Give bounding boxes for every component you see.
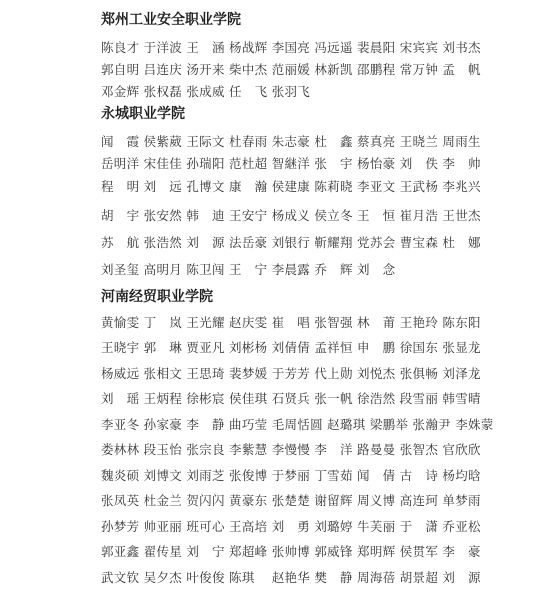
name-row: 魏炎硕 刘博文 刘雨芝 张俊博 于梦丽 丁雪茹 闻 倩 古 诗 杨均晗 <box>101 468 481 483</box>
name-row: 张凤英 杜金兰 贺闪闪 黄豪东 张楚楚 谢留辉 周义博 高连珂 单梦雨 <box>101 493 481 508</box>
name-row: 闻 霞 侯紫葳 王际文 杜春雨 朱志豪 杜 鑫 蔡真亮 王晓兰 周雨生 <box>101 134 481 149</box>
name-row: 黄愉雯 丁 岚 王光耀 赵庆雯 崔 唱 张智强 林 莆 王艳玲 陈东阳 <box>101 315 481 330</box>
name-row: 刘圣玺 高明月 陈卫闯 王 宁 李晨露 乔 辉 刘 念 <box>101 262 396 277</box>
name-row: 苏 航 张浩然 刘 源 法岳豪 刘银行 靳耀翔 党苏会 曹宝森 杜 娜 <box>101 235 481 250</box>
name-row: 杨威远 张相文 王思琦 裴梦媛 于芳芳 代上勋 刘悦杰 张俱畅 刘泽龙 <box>101 366 481 381</box>
name-row: 李亚冬 孙家豪 李 静 曲巧莹 毛周恬圆 赵璐琪 梁鹏举 张瀚尹 李姝蒙 <box>101 417 494 432</box>
name-row: 武文钦 吴夕杰 叶俊俊 陈琪 赵艳华 樊 静 周海蓓 胡景超 刘 源 <box>101 570 481 585</box>
name-row: 邓金辉 张权磊 张成威 任 飞 张羽飞 <box>101 84 311 99</box>
section-title-yongcheng: 永城职业学院 <box>101 106 185 122</box>
name-row: 郭自明 吕连庆 汤开来 柴中杰 范丽媛 林新凯 邵鹏程 常万钟 孟 帆 <box>101 62 481 77</box>
section-title-henan: 河南经贸职业学院 <box>101 289 213 305</box>
name-row: 孙梦芳 帅亚丽 班可心 王高培 刘 勇 刘璐婷 牛芙丽 于 潇 乔亚松 <box>101 519 481 534</box>
name-row: 王晓宇 郭 琳 贾亚凡 刘彬杨 刘倩倩 孟祥恒 申 鹏 徐国东 张显龙 <box>101 340 481 355</box>
name-row: 胡 宇 张安然 韩 迪 王安宁 杨成义 侯立冬 王 恒 崔月浩 王世杰 <box>101 208 481 223</box>
name-row: 刘 瑶 王炳程 徐彬宸 侯佳琪 石贤兵 张一帆 徐浩然 段雪丽 韩雪晴 <box>101 391 481 406</box>
name-row: 娄林林 段玉怡 张宗良 李紫慧 李慢慢 李 洋 路曼曼 张智杰 官欣欣 <box>101 442 481 457</box>
name-row: 陈良才 于洋波 王 涵 杨战辉 李国亮 冯远遥 裴晨阳 宋宾宾 刘书杰 <box>101 40 481 55</box>
section-title-zhengzhou: 郑州工业安全职业学院 <box>101 12 241 28</box>
name-row: 郭亚鑫 翟传星 刘 宁 郑超峰 张帅博 郭威锋 郑明辉 侯贯军 李 豪 <box>101 544 481 559</box>
name-row: 程 明 刘 远 孔博文 康 瀚 侯建康 陈莉晓 李亚文 王武杨 李兆兴 <box>101 179 481 194</box>
name-row: 岳明洋 宋佳佳 孙瑞阳 范杜超 智継洋 张 宇 杨怡豪 刘 佚 李 帅 <box>101 156 481 171</box>
